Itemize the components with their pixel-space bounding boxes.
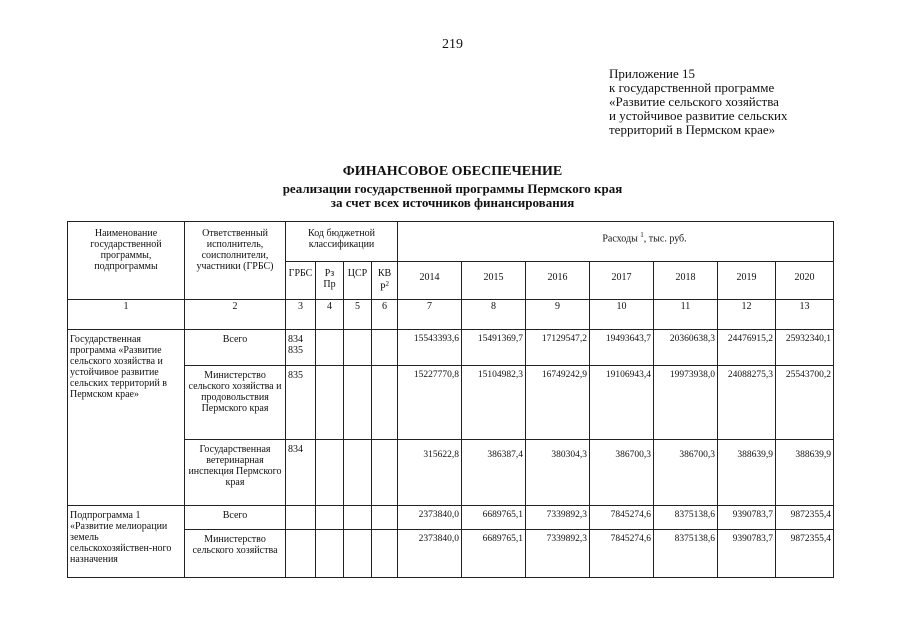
value-cell: 315622,8 <box>398 440 462 506</box>
header-year: 2017 <box>590 262 654 300</box>
value-cell: 7339892,3 <box>526 506 590 530</box>
column-number: 5 <box>344 300 372 330</box>
value-cell: 6689765,1 <box>462 530 526 578</box>
empty-cell <box>316 530 344 578</box>
empty-cell <box>344 330 372 366</box>
value-cell: 6689765,1 <box>462 506 526 530</box>
value-cell: 9872355,4 <box>776 530 834 578</box>
column-number: 6 <box>372 300 398 330</box>
header-year: 2014 <box>398 262 462 300</box>
executor-cell: Министерство сельского хозяйства и продовольствия Пермского края <box>185 366 286 440</box>
header-expenses-unit: , тыс. руб. <box>643 233 687 245</box>
value-cell: 8375138,6 <box>654 506 718 530</box>
empty-cell <box>344 366 372 440</box>
value-cell: 2373840,0 <box>398 506 462 530</box>
value-cell: 16749242,9 <box>526 366 590 440</box>
value-cell: 7845274,6 <box>590 506 654 530</box>
value-cell: 24476915,2 <box>718 330 776 366</box>
value-cell: 9872355,4 <box>776 506 834 530</box>
header-rz-pr: Рз Пр <box>316 262 344 300</box>
subtitle-line: за счет всех источников финансирования <box>330 195 575 210</box>
grbs-cell: 834 835 <box>286 330 316 366</box>
value-cell: 24088275,3 <box>718 366 776 440</box>
value-cell: 8375138,6 <box>654 530 718 578</box>
header-year: 2018 <box>654 262 718 300</box>
value-cell: 15104982,3 <box>462 366 526 440</box>
value-cell: 386700,3 <box>590 440 654 506</box>
document-subtitle <box>0 182 905 210</box>
header-budget-code: Код бюджетной классификации <box>286 222 398 262</box>
executor-cell: Всего <box>185 506 286 530</box>
header-executor: Ответственный исполнитель, соисполнители, участники (ГРБС) <box>185 222 286 300</box>
document-title: ФИНАНСОВОЕ ОБЕСПЕЧЕНИЕ <box>342 164 563 179</box>
appendix-line: и устойчивое развитие сельских <box>609 108 788 123</box>
table-row <box>68 506 834 530</box>
column-number: 11 <box>654 300 718 330</box>
appendix-line: к государственной программе <box>609 80 775 95</box>
header-grbs: ГРБС <box>286 262 316 300</box>
subtitle-line: реализации государственной программы Пермского края <box>282 181 623 196</box>
column-number: 9 <box>526 300 590 330</box>
value-cell: 388639,9 <box>718 440 776 506</box>
column-number: 2 <box>185 300 286 330</box>
value-cell: 19493643,7 <box>590 330 654 366</box>
grbs-cell <box>286 506 316 530</box>
value-cell: 15227770,8 <box>398 366 462 440</box>
column-number: 4 <box>316 300 344 330</box>
value-cell: 15543393,6 <box>398 330 462 366</box>
header-name: Наименование государственной программы, подпрограммы <box>68 222 185 300</box>
header-expenses-label: Расходы <box>602 233 638 245</box>
financing-table <box>67 221 834 578</box>
value-cell: 388639,9 <box>776 440 834 506</box>
grbs-cell: 835 <box>286 366 316 440</box>
appendix-line: территорий в Пермском крае» <box>609 122 776 137</box>
value-cell: 386387,4 <box>462 440 526 506</box>
empty-cell <box>316 440 344 506</box>
empty-cell <box>372 366 398 440</box>
header-year: 2020 <box>776 262 834 300</box>
column-number: 3 <box>286 300 316 330</box>
subprogram-name: Подпрограмма 1 «Развитие мелиорации земель сельскохозяйствен-ного назначения <box>68 506 185 578</box>
header-year: 2019 <box>718 262 776 300</box>
column-number: 13 <box>776 300 834 330</box>
table-row <box>68 330 834 366</box>
header-expenses <box>398 222 834 262</box>
value-cell: 7845274,6 <box>590 530 654 578</box>
value-cell: 380304,3 <box>526 440 590 506</box>
executor-cell: Министерство сельского хозяйства <box>185 530 286 578</box>
grbs-cell: 834 <box>286 440 316 506</box>
appendix-line: Приложение 15 <box>609 66 696 81</box>
value-cell: 25543700,2 <box>776 366 834 440</box>
header-kvr <box>372 262 398 300</box>
empty-cell <box>372 440 398 506</box>
program-name: Государственная программа «Развитие сельского хозяйства и устойчивое развитие сельских территорий в Пермском крае» <box>68 330 185 506</box>
header-kvr-sup: 2 <box>385 280 390 288</box>
empty-cell <box>316 330 344 366</box>
column-number: 12 <box>718 300 776 330</box>
empty-cell <box>344 506 372 530</box>
value-cell: 7339892,3 <box>526 530 590 578</box>
empty-cell <box>372 530 398 578</box>
header-year: 2016 <box>526 262 590 300</box>
value-cell: 25932340,1 <box>776 330 834 366</box>
executor-cell: Всего <box>185 330 286 366</box>
value-cell: 17129547,2 <box>526 330 590 366</box>
executor-cell: Государственная ветеринарная инспекция Пермского края <box>185 440 286 506</box>
column-number: 1 <box>68 300 185 330</box>
column-numbers-row <box>68 300 834 330</box>
value-cell: 9390783,7 <box>718 506 776 530</box>
header-expenses-sup: 1 <box>640 231 644 239</box>
page-number: 219 <box>442 37 463 52</box>
value-cell: 2373840,0 <box>398 530 462 578</box>
header-kvr-label: КВ Р <box>377 268 392 294</box>
empty-cell <box>372 330 398 366</box>
value-cell: 386700,3 <box>654 440 718 506</box>
header-year: 2015 <box>462 262 526 300</box>
value-cell: 19973938,0 <box>654 366 718 440</box>
empty-cell <box>344 530 372 578</box>
value-cell: 15491369,7 <box>462 330 526 366</box>
value-cell: 9390783,7 <box>718 530 776 578</box>
empty-cell <box>316 506 344 530</box>
appendix-line: «Развитие сельского хозяйства <box>609 94 779 109</box>
column-number: 7 <box>398 300 462 330</box>
column-number: 8 <box>462 300 526 330</box>
column-number: 10 <box>590 300 654 330</box>
value-cell: 20360638,3 <box>654 330 718 366</box>
empty-cell <box>372 506 398 530</box>
appendix-note <box>609 67 787 137</box>
value-cell: 19106943,4 <box>590 366 654 440</box>
header-csr: ЦСР <box>344 262 372 300</box>
grbs-cell <box>286 530 316 578</box>
empty-cell <box>344 440 372 506</box>
empty-cell <box>316 366 344 440</box>
